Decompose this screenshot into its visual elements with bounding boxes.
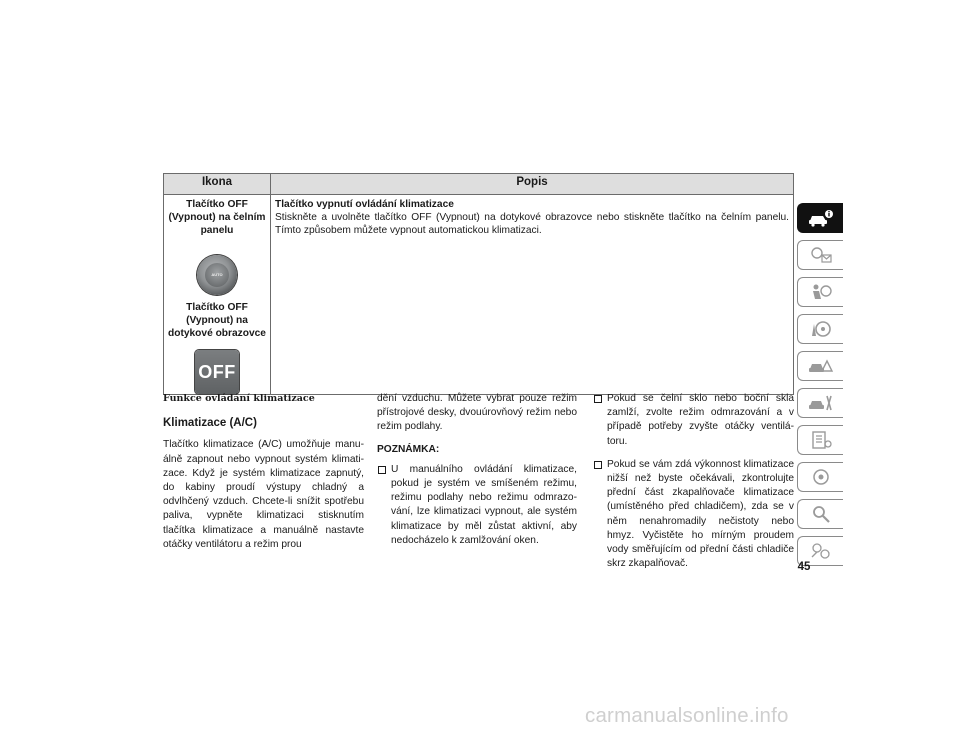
tab-multimedia[interactable] bbox=[797, 462, 843, 492]
tab-starting-operating[interactable] bbox=[797, 314, 843, 344]
watermark: carmanualsonline.info bbox=[585, 704, 789, 727]
index-search-icon bbox=[808, 504, 834, 524]
chapter-tabs bbox=[797, 203, 843, 573]
tab-instrument-panel[interactable] bbox=[797, 240, 843, 270]
specifications-list-icon bbox=[808, 430, 834, 450]
multimedia-icon bbox=[808, 467, 834, 487]
off-knob-icon bbox=[197, 255, 237, 295]
note-title: POZNÁMKA: bbox=[377, 443, 440, 455]
tab-safety[interactable] bbox=[797, 277, 843, 307]
safety-airbag-icon bbox=[808, 282, 834, 302]
text-column-1 bbox=[163, 392, 364, 560]
car-service-tools-icon bbox=[808, 393, 834, 413]
car-info-icon bbox=[808, 208, 834, 228]
warning-lights-icon bbox=[808, 245, 834, 265]
bullet-square-icon bbox=[594, 461, 602, 469]
languages-icon bbox=[808, 541, 834, 561]
text-column-2 bbox=[377, 392, 577, 557]
touchscreen-off-image bbox=[166, 350, 268, 394]
list-item: Pokud se vám zdá výkonnost klimatizace nižší než byste očekávali, zkontrolujte přední část zkapalňovače klimatizace (umístěného před chladičem), zda se v něm nenahromadily nečistoty nebo hmyz. Vyčistěte ho mírným proudem vody směřujícím od přední části chladiče skrz zkapalňovač. bbox=[593, 458, 794, 572]
list-item: U manuálního ovládání klimatizace, pokud je systém ve smíšeném režimu, režimu podlahy nebo režimu odmrazování, lze klimatizaci vypnout, ale systém klimatizace by měl zůstat aktivní, aby nedocházelo k zamlžování oken. bbox=[377, 463, 577, 548]
tab-in-case-of-emergency[interactable] bbox=[797, 351, 843, 381]
list-item: Pokud se čelní sklo nebo boční skla zamlží, zvolte režim odmrazování a v případě potřeby zvyšte otáčky ventilátoru. bbox=[593, 392, 794, 449]
steering-wheel-icon bbox=[808, 319, 834, 339]
paragraph-ac-continued: dění vzduchu. Můžete vybrat pouze režim přístrojové desky, dvouúrovňový režim nebo režim podlahy. bbox=[377, 393, 577, 433]
panel-off-knob-image bbox=[166, 255, 268, 295]
icon-description-table bbox=[163, 173, 794, 395]
bullet-square-icon bbox=[378, 466, 386, 474]
bullet-square-icon bbox=[594, 395, 602, 403]
description-text: Stiskněte a uvolněte tlačítko OFF (Vypnout) na dotykové obrazovce nebo stiskněte tlačítko na čelním panelu. Tímto způsobem můžete vypnout automatickou klimatizaci. bbox=[275, 212, 789, 236]
sub-heading: Klimatizace (A/C) bbox=[163, 417, 257, 430]
knob-auto-label: AUTO bbox=[205, 263, 229, 287]
table-row bbox=[164, 195, 794, 395]
icon-label-touchscreen-button: Tlačítko OFF (Vypnout) na dotykové obrazovce bbox=[168, 302, 266, 339]
table-cell-description bbox=[271, 195, 794, 395]
table-header-icon: Ikona bbox=[164, 174, 271, 195]
table-header-row bbox=[164, 174, 794, 195]
tab-technical-specifications[interactable] bbox=[797, 425, 843, 455]
tab-getting-to-know-vehicle[interactable] bbox=[797, 203, 843, 233]
paragraph-ac-intro: Tlačítko klimatizace (A/C) umožňuje manuálně zapnout nebo vypnout systém klimatizace. Když je systém klimatizace zapnutý, do kabiny proudí výstupy chladný a odvlhčený vzduch. Chcete-li snížit spotřebu paliva, vypněte klimatizaci stisknutím tlačítka klimatizace a manuálně nastavte otáčky ventilátoru a režim prou bbox=[163, 439, 364, 550]
page-number: 45 bbox=[797, 561, 811, 573]
off-button-icon: OFF bbox=[195, 350, 239, 394]
roadside-emergency-icon bbox=[808, 356, 834, 376]
icon-label-panel-button: Tlačítko OFF (Vypnout) na čelním panelu bbox=[168, 199, 266, 236]
table-header-description: Popis bbox=[271, 174, 794, 195]
tab-index[interactable] bbox=[797, 499, 843, 529]
tab-servicing-maintenance[interactable] bbox=[797, 388, 843, 418]
table-cell-icon bbox=[164, 195, 271, 395]
description-title: Tlačítko vypnutí ovládání klimatizace bbox=[275, 199, 454, 210]
section-heading: Funkce ovládání klimatizace bbox=[163, 393, 315, 404]
text-column-3 bbox=[593, 392, 794, 580]
